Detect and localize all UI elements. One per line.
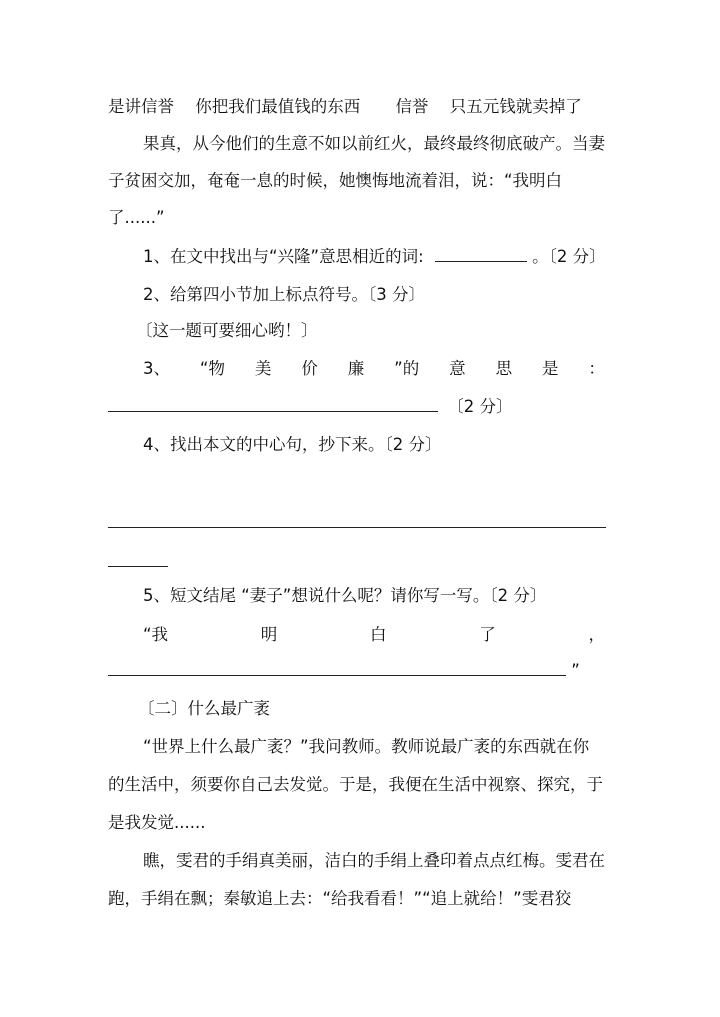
paragraph-text: “世界上什么最广袤？”我问教师。教师说最广袤的东西就在你 bbox=[143, 737, 590, 756]
paragraph-line bbox=[0, 774, 720, 796]
answer-rule[interactable] bbox=[108, 527, 606, 528]
paragraph-text: 跑，手绢在飘；秦敏追上去：“给我看看！”“追上就给！”雯君狡 bbox=[108, 889, 572, 908]
paragraph-line bbox=[0, 736, 720, 758]
question-score: 。〔2 分〕 bbox=[532, 247, 606, 266]
question-3-line bbox=[143, 358, 605, 380]
question-2-note bbox=[0, 320, 720, 342]
answer-rule[interactable] bbox=[108, 566, 168, 567]
question-3-answer-line bbox=[0, 396, 720, 418]
answer-blank[interactable] bbox=[435, 247, 527, 262]
paragraph-line bbox=[0, 207, 720, 229]
closing-quote: ” bbox=[571, 661, 580, 680]
section-title bbox=[0, 698, 720, 720]
question-5-answer-line bbox=[0, 660, 720, 682]
justified-char: ： bbox=[588, 359, 605, 378]
question-1 bbox=[0, 246, 720, 268]
paragraph-text: 的生活中，须要你自己去发觉。于是，我便在生活中视察、探究，于 bbox=[108, 775, 603, 794]
paragraph-text: 子贫困交加，奄奄一息的时候，她懊悔地流着泪，说：“我明白 bbox=[108, 171, 563, 190]
question-text: 2、给第四小节加上标点符号。〔3 分〕 bbox=[143, 285, 425, 304]
justified-char: ， bbox=[588, 625, 605, 644]
question-score: 〔2 分〕 bbox=[447, 397, 513, 416]
paragraph-line bbox=[0, 133, 720, 155]
text-fragment: 只五元钱就卖掉了 bbox=[449, 97, 582, 116]
text-fragment: 你把我们最值钱的东西 bbox=[195, 97, 361, 116]
question-text: 4、找出本文的中心句，抄下来。〔2 分〕 bbox=[143, 435, 442, 454]
justified-char: 了 bbox=[479, 625, 496, 644]
justified-char: 价 bbox=[301, 359, 318, 378]
paragraph-text: 瞧，雯君的手绢真美丽，洁白的手绢上叠印着点点红梅。雯君在 bbox=[143, 851, 605, 870]
paragraph-line bbox=[0, 170, 720, 192]
paragraph-line bbox=[0, 812, 720, 834]
paragraph-line bbox=[0, 888, 720, 910]
justified-char: 思 bbox=[495, 359, 513, 378]
note-text: 〔这一题可要细心哟！〕 bbox=[136, 321, 318, 340]
answer-blank[interactable] bbox=[108, 397, 438, 412]
answer-blank[interactable] bbox=[108, 661, 566, 676]
paragraph-line bbox=[0, 850, 720, 872]
justified-char: 廉 bbox=[347, 359, 365, 378]
question-5-line bbox=[143, 624, 605, 646]
question-5 bbox=[0, 585, 720, 607]
text-fragment: 是讲信誉 bbox=[108, 97, 174, 116]
question-text: 1、在文中找出与“兴隆”意思相近的词: bbox=[143, 247, 424, 266]
justified-char: “我 bbox=[143, 625, 169, 644]
question-2 bbox=[0, 284, 720, 306]
paragraph-text: 了......” bbox=[108, 208, 165, 227]
question-4 bbox=[0, 434, 720, 456]
justified-char: 美 bbox=[254, 359, 272, 378]
justified-char: ”的 bbox=[394, 359, 420, 378]
justified-char: 是 bbox=[542, 359, 559, 378]
paragraph-text: 是我发觉...... bbox=[108, 813, 206, 832]
text-line-1 bbox=[0, 96, 720, 118]
justified-char: 明 bbox=[260, 625, 278, 644]
justified-char: “物 bbox=[199, 359, 225, 378]
question-text: 5、短文结尾 “妻子”想说什么呢？请你写一写。〔2 分〕 bbox=[143, 586, 547, 605]
paragraph-text: 果真，从今他们的生意不如以前红火，最终最终彻底破产。当妻 bbox=[143, 134, 605, 153]
justified-char: 意 bbox=[449, 359, 466, 378]
section-heading: 〔二〕什么最广袤 bbox=[138, 699, 270, 718]
justified-char: 3、 bbox=[143, 359, 170, 378]
text-fragment: 信誉 bbox=[395, 97, 429, 116]
justified-char: 白 bbox=[370, 625, 387, 644]
